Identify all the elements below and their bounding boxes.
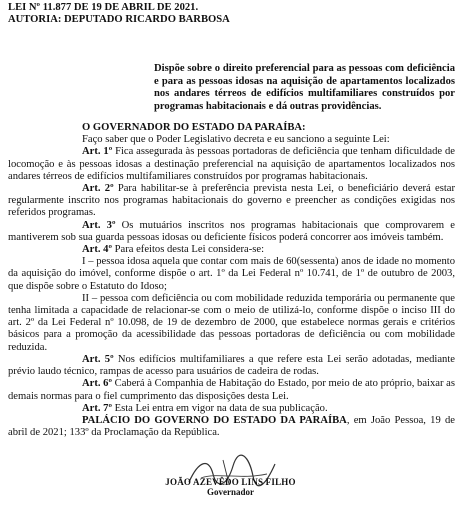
author-line: AUTORIA: DEPUTADO RICARDO BARBOSA [8, 14, 230, 26]
article-text: Caberá à Companhia de Habitação do Estado, por meio de ato próprio, baixar as demais normas para o fiel cumprimento das disposições desta Lei. [8, 378, 455, 402]
preamble: Faço saber que o Poder Legislativo decreta e eu sanciono a seguinte Lei: [82, 134, 390, 146]
signature-block [0, 452, 461, 497]
article-2 [8, 183, 455, 220]
article-label: Art. 7º [82, 402, 112, 414]
signatory-role: Governador [207, 487, 254, 497]
article-text: Para efeitos desta Lei considera-se: [111, 244, 265, 256]
law-number-line: LEI Nº 11.877 DE 19 DE ABRIL DE 2021. [8, 2, 199, 13]
article-label: Art. 4º [82, 244, 112, 256]
governor-title-text: O GOVERNADOR DO ESTADO DA PARAÍBA [82, 122, 303, 134]
article-text: Os mutuários inscritos nos programas habitacionais que comprovarem e mantiverem sob sua guarda pessoas idosas ou deficiente físicos poderá concorrer aos imóveis também. [8, 219, 455, 243]
ementa: Dispõe sobre o direito preferencial para as pessoas com deficiência e para as pessoas idosas na aquisição de apartamentos localizados nos andares térreos de edifícios multifamiliares construídos por programas habitacionais e dá outras providências. [154, 63, 455, 112]
place-date: , em João Pessoa, 19 de abril de 2021; 133º da Proclamação da República. [8, 414, 455, 439]
article-1 [8, 146, 455, 183]
item-ii: II – pessoa com deficiência ou com mobilidade reduzida temporária ou permanente que tenha limitada a capacidade de relacionar-se com o meio de utilizá-lo, conforme dispõe o inciso III do art. 2º da Lei Federal nº 10.098, de 19 de dezembro de 2000, que estabelece normas gerais e critérios básicos para a promoção da acessibilidade das pessoas portadoras de deficiência ou com mobilidade reduzida. [8, 292, 455, 353]
article-label: Art. 5º [82, 353, 114, 365]
article-text: Esta Lei entra em vigor na data de sua publicação. [111, 402, 328, 414]
article-7 [8, 403, 455, 415]
article-text: Nos edifícios multifamiliares a que refere esta Lei serão adotadas, mediante prévio laudo técnico, rampas de acesso para usuários de cadeira de rodas. [8, 353, 455, 378]
item-i: I – pessoa idosa aquela que contar com mais de 60(sessenta) anos de idade no momento da aquisição do imóvel, conforme dispõe o art. 1º da Lei Federal nº 10.741, de 1º de outubro de 2003, que dispõe sobre o Estatuto do Idoso; [8, 256, 455, 292]
article-3 [8, 220, 455, 244]
article-text: Fica assegurada às pessoas portadoras de deficiência que tenham dificuldade de locomoção e às pessoas idosas a destinação preferencial na aquisição de apartamentos localizados nos andares térreos de edifícios multifamiliares construídos por programas habitacionais. [8, 146, 455, 182]
article-label: Art. 1º [82, 146, 113, 158]
article-5 [8, 354, 455, 378]
article-label: Art. 3º [82, 219, 116, 231]
signatory-name: JOÃO AZEVÊDO LINS FILHO [165, 477, 296, 487]
palace-name: PALÁCIO DO GOVERNO DO ESTADO DA PARAÍBA [82, 414, 347, 426]
article-label: Art. 6º [82, 378, 112, 390]
article-text: Para habilitar-se à preferência prevista nesta Lei, o beneficiário deverá estar regularmente inscrito nos programas habitacionais do governo e preencher as condições exigidas nos referidos programas. [8, 183, 455, 219]
closing-paragraph [8, 415, 455, 439]
governor-title: O GOVERNADOR DO ESTADO DA PARAÍBA: [82, 122, 306, 134]
article-label: Art. 2º [82, 183, 114, 195]
article-4 [8, 244, 455, 256]
article-6 [8, 378, 455, 402]
